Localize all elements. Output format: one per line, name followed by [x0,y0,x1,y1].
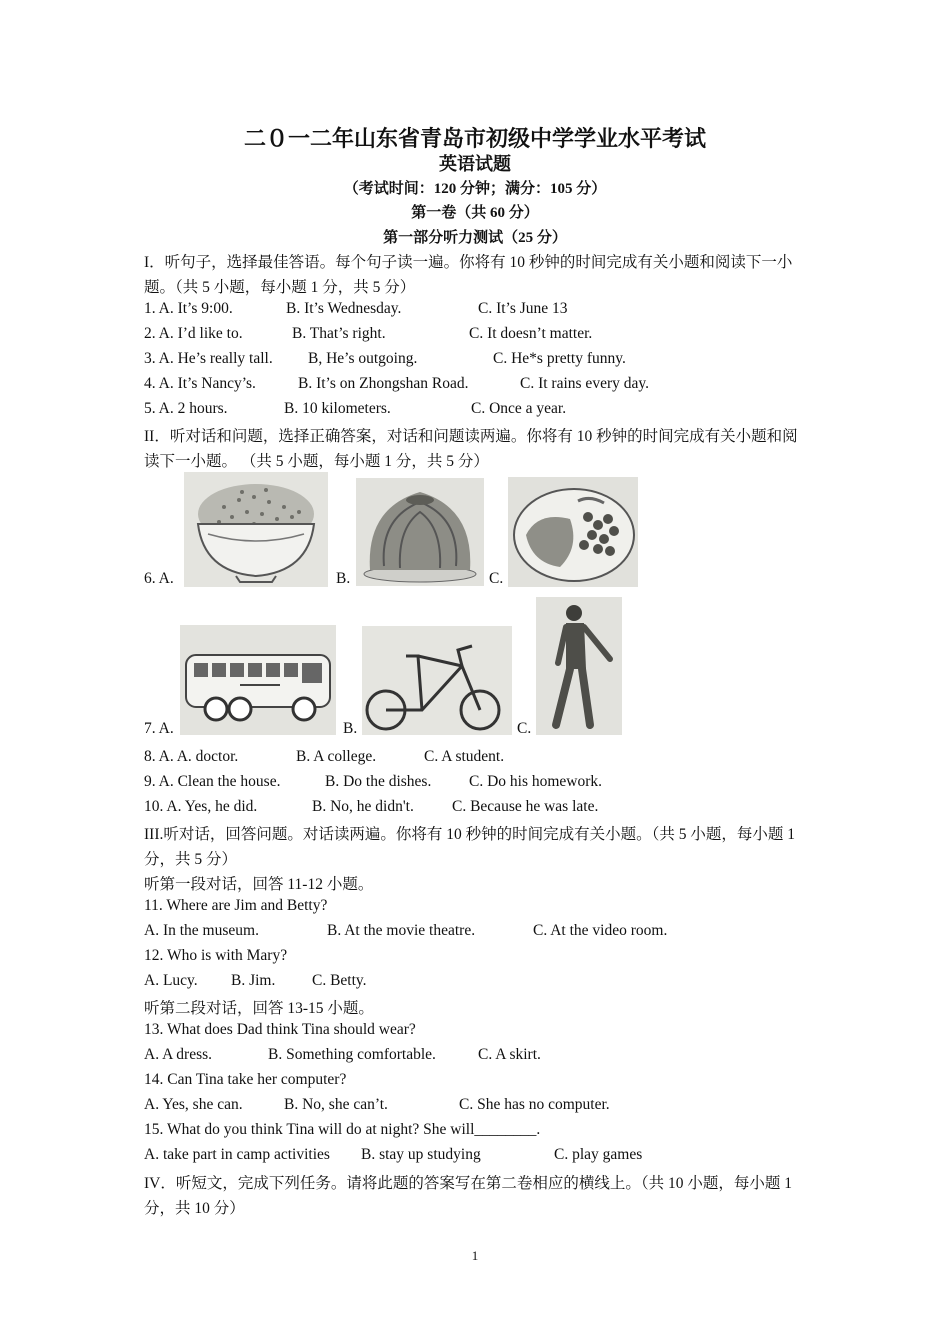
q13-option-c: C. A skirt. [478,1046,541,1063]
page-number: 1 [471,1248,479,1263]
q6-option-b: B. [336,570,351,587]
q2-option-c: C. It doesn’t matter. [469,325,593,342]
q5-option-c: C. Once a year. [471,400,567,417]
q5-option-a: 5. A. 2 hours. [144,400,228,417]
q11-option-c: C. At the video room. [533,922,668,939]
q3-option-b: B, He’s outgoing. [308,350,418,367]
meat-dish-image [508,477,638,587]
q9-option-b: B. Do the dishes. [325,773,432,790]
cake-image [356,478,484,586]
q7-option-a: 7. A. [144,720,174,737]
q15-option-b: B. stay up studying [361,1146,481,1163]
q4-option-b: B. It’s on Zhongshan Road. [298,375,469,392]
q10-option-c: C. Because he was late. [452,798,599,815]
q7-option-b: B. [343,720,358,737]
exam-subtitle: 英语试题 [439,154,511,174]
section1-instruction: I．听句子，选择最佳答语。每个句子读一遍。你将有 10 秒钟的时间完成有关小题和阅读下一小题。（共 5 小题，每小题 1 分，共 5 分） [144,254,793,296]
q4-option-a: 4. A. It’s Nancy’s. [144,375,256,392]
q1-option-a: 1. A. It’s 9:00. [144,300,233,317]
section3-instruction: III.听对话，回答问题。对话读两遍。你将有 10 秒钟的时间完成有关小题。（共 5 小题，每小题 1 分，共 5 分） [144,826,795,868]
dialog1-heading: 听第一段对话，回答 11-12 小题。 [144,876,374,893]
q2-option-a: 2. A. I’d like to. [144,325,243,342]
q5-option-b: B. 10 kilometers. [284,400,391,417]
q15-question: 15. What do you think Tina will do at night? She will________. [144,1121,541,1138]
bicycle-image [362,626,512,735]
q13-question: 13. What does Dad think Tina should wear? [144,1021,416,1038]
bus-image [180,625,336,735]
q9-option-a: 9. A. Clean the house. [144,773,281,790]
q15-option-c: C. play games [554,1146,643,1163]
q7-option-c: C. [517,720,532,737]
q14-option-b: B. No, she can’t. [284,1096,388,1113]
q14-question: 14. Can Tina take her computer? [144,1071,347,1088]
dialog2-heading: 听第二段对话，回答 13-15 小题。 [144,1000,374,1017]
exam-title: 二０一二年山东省青岛市初级中学学业水平考试 [243,126,706,151]
q14-option-a: A. Yes, she can. [144,1096,243,1113]
q12-option-b: B. Jim. [231,972,276,989]
q8-option-c: C. A student. [424,748,505,765]
q3-option-c: C. He*s pretty funny. [493,350,626,367]
q6-option-a: 6. A. [144,570,174,587]
exam-info: （考试时间：120 分钟；满分：105 分） [343,181,607,197]
section2-instruction: II．听对话和问题，选择正确答案，对话和问题读两遍。你将有 10 秒钟的时间完成有关小题和阅读下一小题。 （共 5 小题，每小题 1 分，共 5 分） [144,428,798,470]
q8-option-b: B. A college. [296,748,377,765]
q6-option-c: C. [489,570,504,587]
q13-option-b: B. Something comfortable. [268,1046,436,1063]
q12-option-c: C. Betty. [312,972,367,989]
q1-option-c: C. It’s June 13 [478,300,568,317]
q12-question: 12. Who is with Mary? [144,947,288,964]
q9-option-c: C. Do his homework. [469,773,603,790]
q1-option-b: B. It’s Wednesday. [286,300,402,317]
q2-option-b: B. That’s right. [292,325,386,342]
q15-option-a: A. take part in camp activities [144,1146,330,1163]
q11-question: 11. Where are Jim and Betty? [144,897,328,914]
q12-option-a: A. Lucy. [144,972,198,989]
walking-man-image [536,597,622,735]
q11-option-b: B. At the movie theatre. [327,922,476,939]
part-heading: 第一部分听力测试（25 分） [383,230,567,246]
section4-instruction: IV．听短文，完成下列任务。请将此题的答案写在第二卷相应的横线上。（共 10 小题，每小题 1 分，共 10 分） [144,1175,792,1217]
q14-option-c: C. She has no computer. [459,1096,610,1113]
rice-bowl-image [184,472,328,587]
q4-option-c: C. It rains every day. [520,375,649,392]
q10-option-a: 10. A. Yes, he did. [144,798,258,815]
q8-option-a: 8. A. A. doctor. [144,748,239,765]
q11-option-a: A. In the museum. [144,922,259,939]
q3-option-a: 3. A. He’s really tall. [144,350,273,367]
q10-option-b: B. No, he didn't. [312,798,414,815]
q13-option-a: A. A dress. [144,1046,213,1063]
volume-heading: 第一卷（共 60 分） [411,205,539,221]
